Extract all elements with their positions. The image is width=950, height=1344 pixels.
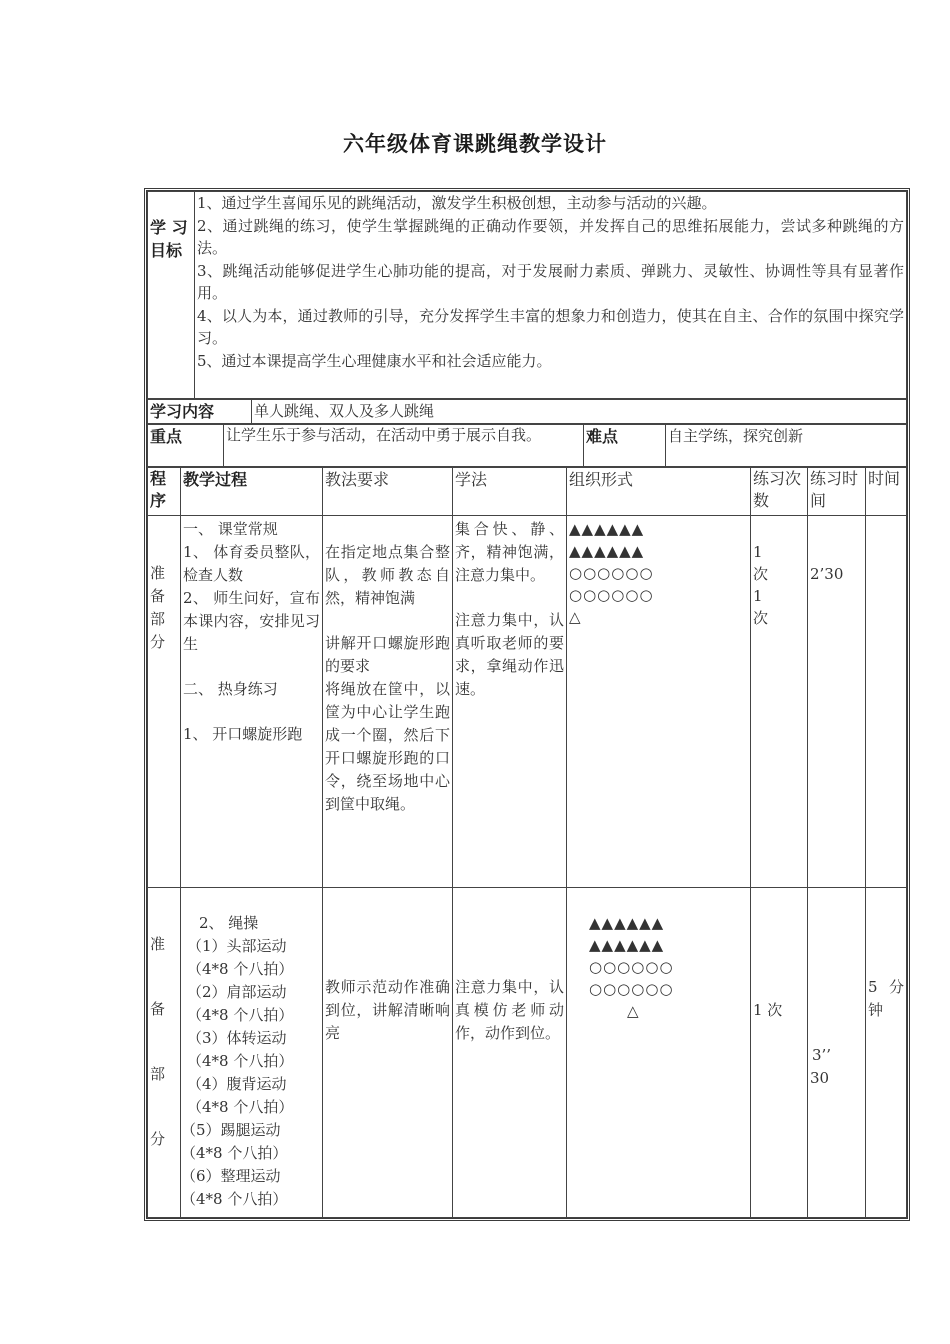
table-row: [148, 888, 907, 1218]
keypoint-label: 重点: [148, 425, 224, 467]
learning-cell: [453, 888, 567, 1218]
process-line: 一、 课堂常规: [183, 520, 278, 538]
count-line: 1: [753, 543, 763, 561]
formation-cell: [567, 516, 751, 888]
formation-row: ○○○○○○: [589, 980, 674, 998]
objective-item: 3、跳绳活动能够促进学生心肺功能的提高，对于发展耐力素质、弹跳力、灵敏性、协调性等具有显著作用。: [197, 261, 904, 302]
count-cell: [751, 888, 808, 1218]
stage-char: 备: [150, 1000, 166, 1018]
formation-row: ○○○○○○: [589, 958, 674, 976]
teaching-line: 将绳放在筐中，以筐为中心让学生跑成一个圈，然后下开口螺旋形跑的口令，绕至场地中心到筐中取绳。: [325, 680, 450, 813]
objective-item: 1、通过学生喜闻乐见的跳绳活动，激发学生积极创想，主动参与活动的兴趣。: [197, 194, 717, 212]
process-line: （4*8 个八拍）: [181, 1144, 288, 1162]
formation-row: ▲▲▲▲▲▲: [569, 542, 645, 560]
count-cell: [751, 516, 808, 888]
formation-row: ○○○○○○: [569, 564, 654, 582]
objectives-table: [147, 191, 907, 399]
header-process: 教学过程: [181, 468, 323, 516]
header-learning: 学法: [453, 468, 567, 516]
learning-line: 注意力集中，认真听取老师的要求，拿绳动作迅速。: [455, 611, 564, 698]
header-order: 程序: [148, 468, 181, 516]
process-line: （4*8 个八拍）: [187, 1006, 294, 1024]
objectives-list: [195, 192, 907, 399]
duration-value: 5 分钟: [868, 978, 904, 1019]
stage-char: 分: [150, 1130, 166, 1148]
keypoint-value: 让学生乐于参与活动，在活动中勇于展示自我。: [224, 425, 584, 467]
teaching-cell: [323, 888, 453, 1218]
stage-char: 备: [150, 587, 166, 605]
content-value: 单人跳绳、双人及多人跳绳: [252, 400, 907, 424]
learning-line: 集合快、静、齐，精神饱满，注意力集中。: [455, 520, 564, 584]
time-value-a: 3’’: [812, 1046, 832, 1064]
time-value: 2’30: [810, 565, 844, 583]
difficulty-value: 自主学练，探究创新: [666, 425, 907, 467]
lesson-plan-table: [144, 188, 910, 1221]
stage-cell: [148, 516, 181, 888]
header-organization: 组织形式: [567, 468, 751, 516]
process-line: 2、 绳操: [199, 914, 259, 932]
process-line: （6）整理运动: [181, 1167, 281, 1185]
process-line: 2、 师生问好，宣布本课内容，安排见习生: [183, 589, 320, 653]
header-duration: 时间: [866, 468, 907, 516]
process-table: [147, 467, 907, 1218]
teaching-line: 教师示范动作准确到位，讲解清晰响亮: [325, 978, 450, 1042]
header-count: 练习次数: [751, 468, 808, 516]
count-line: 1: [753, 587, 763, 605]
teaching-line: 在指定地点集合整队，教师教态自然，精神饱满: [325, 543, 450, 607]
objective-item: 5、通过本课提高学生心理健康水平和社会适应能力。: [197, 351, 552, 370]
formation-row: △: [569, 608, 582, 626]
content-table: [147, 399, 907, 424]
count-line: 次: [753, 565, 769, 583]
formation-row: ▲▲▲▲▲▲: [589, 914, 665, 932]
process-line: 1、 体育委员整队，检查人数: [183, 543, 320, 584]
table-row: [148, 516, 907, 888]
process-line: （1）头部运动: [187, 937, 287, 955]
formation-row: ○○○○○○: [569, 586, 654, 604]
process-line: （4*8 个八拍）: [187, 960, 294, 978]
process-line: 1、 开口螺旋形跑: [183, 725, 303, 743]
process-line: （4*8 个八拍）: [181, 1190, 288, 1208]
stage-char: 部: [150, 610, 166, 628]
process-cell: [181, 516, 323, 888]
formation-row: ▲▲▲▲▲▲: [569, 520, 645, 538]
process-line: （3）体转运动: [187, 1029, 287, 1047]
page-title: 六年级体育课跳绳教学设计: [343, 132, 607, 156]
stage-char: 部: [150, 1065, 166, 1083]
content-label: 学习内容: [148, 400, 252, 424]
duration-cell: [866, 516, 907, 888]
keypoint-table: [147, 424, 907, 467]
stage-cell: [148, 888, 181, 1218]
stage-char: 准: [150, 564, 166, 582]
objectives-label: 学 习目标: [148, 192, 195, 399]
time-value-b: 30: [810, 1069, 830, 1087]
time-cell: [808, 888, 866, 1218]
teaching-line: 讲解开口螺旋形跑的要求: [325, 634, 450, 675]
teaching-cell: [323, 516, 453, 888]
process-line: （4*8 个八拍）: [187, 1052, 294, 1070]
difficulty-label: 难点: [584, 425, 666, 467]
process-line: （4）腹背运动: [187, 1075, 287, 1093]
process-line: 二、 热身练习: [183, 680, 278, 698]
learning-cell: [453, 516, 567, 888]
objective-item: 4、以人为本，通过教师的引导，充分发挥学生丰富的想象力和创造力，使其在自主、合作的氛围中探究学习。: [197, 306, 904, 347]
duration-cell: [866, 888, 907, 1218]
process-cell: [181, 888, 323, 1218]
process-line: （2）肩部运动: [187, 983, 287, 1001]
count-line: 次: [753, 609, 769, 627]
stage-char: 准: [150, 935, 166, 953]
learning-line: 注意力集中，认真模仿老师动作，动作到位。: [455, 978, 564, 1042]
stage-char: 分: [150, 633, 166, 651]
objective-item: 2、通过跳绳的练习，使学生掌握跳绳的正确动作要领，并发挥自己的思维拓展能力，尝试多种跳绳的方法。: [197, 216, 904, 257]
process-line: （5）踢腿运动: [181, 1121, 281, 1139]
formation-row: ▲▲▲▲▲▲: [589, 936, 665, 954]
count-value: 1 次: [753, 1001, 783, 1019]
formation-row: △: [627, 1002, 640, 1020]
header-time: 练习时间: [808, 468, 866, 516]
process-line: （4*8 个八拍）: [187, 1098, 294, 1116]
formation-cell: [567, 888, 751, 1218]
time-cell: [808, 516, 866, 888]
header-teaching: 教法要求: [323, 468, 453, 516]
